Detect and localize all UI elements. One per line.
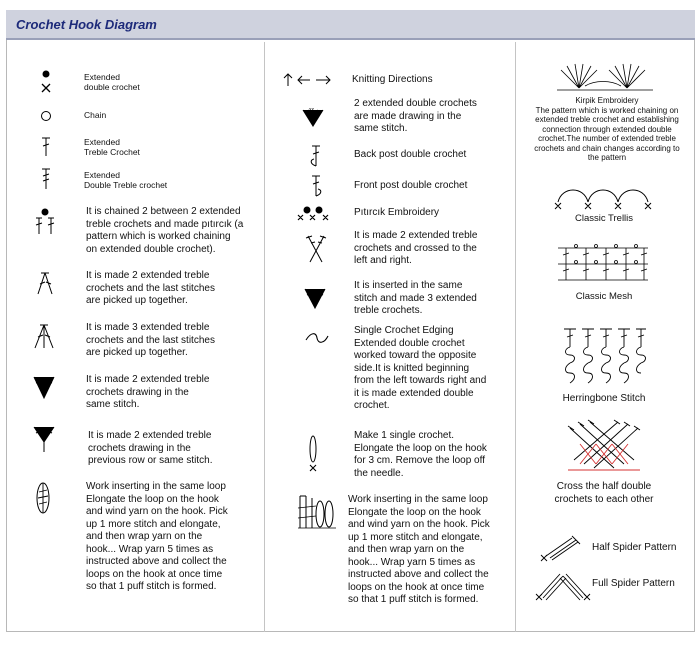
elongated-single-crochet-icon [306,434,320,472]
pitircik-embroidery-icon [296,205,330,223]
legend-text: Front post double crochet [354,180,468,191]
classic-trellis-icon [548,180,658,210]
herringbone-stitch-label: Herringbone Stitch [562,393,646,404]
three-treble-same-stitch-icon [302,286,328,310]
puff-stitch-group-icon [296,494,338,532]
two-treble-previous-row-icon [32,424,56,454]
legend-text: Work inserting in the same loop Elongate the loop on the hook and wind yarn on the hook. Pick up 1 more stitch and elongate, and then wrap yarn on the hook... Wrap yarn 5 times as instructed above and collect the loops on the hook at once time so that 1 puff stitch is formed. [86,481,228,592]
legend-text: It is made 3 extended treble crochets and the last stitches are picked up together. [86,322,215,358]
extended-treble-crochet-icon [38,136,54,158]
legend-text: It is chained 2 between 2 extended treble crochets and made pıtırcık (a pattern which is worked chaining on extended double crochet). [86,206,244,255]
legend-text: It is made 2 extended treble crochets drawing in the previous row or same stitch. [88,430,213,466]
kirpik-description: Kirpik Embroidery The pattern which is worked chaining on extended treble crochet and establishing connection through extended double crochet.The number of extended treble crochets and chain changes according to the pattern [534,96,680,162]
legend-text: Work inserting in the same loop Elongate the loop on the hook and wind yarn on the hook. Pick up 1 more stitch and elongate, and then wrap yarn on the hook... Wrap yarn 5 times as instructed above and collect the loops on the hook at once time so that 1 puff stitch is formed. [348,494,490,605]
extended-double-treble-icon [38,167,54,191]
legend-text: Pıtırcık Embroidery [354,207,440,218]
legend-text: Extended double crochet [84,72,140,92]
column-divider [264,42,265,632]
kirpik-embroidery-icon [555,62,655,94]
classic-trellis-label: Classic Trellis [574,213,634,224]
legend-text: It is made 2 extended treble crochets and crossed to the left and right. [354,230,478,266]
two-treble-together-icon [34,270,56,296]
legend-text: Extended Double Treble crochet [84,170,168,190]
half-spider-label: Half Spider Pattern [592,542,677,553]
legend-text: It is made 2 extended treble crochets drawing in the same stitch. [86,374,210,410]
legend-text: Chain [84,110,107,120]
two-double-same-stitch-icon [300,106,326,128]
puff-stitch-icon [34,480,52,516]
header-bar [6,10,695,40]
legend-text: Knitting Directions [352,74,433,85]
front-post-double-crochet-icon [308,174,324,198]
legend-text: Single Crochet Edging Extended double crochet worked toward the opposite side.It is knitted beginning from the left towards right and it is made extended double crochet. [354,325,487,411]
single-crochet-edging-icon [304,330,330,346]
three-treble-together-icon [32,322,56,350]
extended-double-crochet-icon [36,68,56,96]
cross-half-double-label: Cross the half double crochets to each other [554,481,654,505]
half-spider-pattern-icon [538,532,586,564]
pitircik-cluster-icon [32,206,58,236]
legend-text: Back post double crochet [354,149,467,160]
legend-text: Make 1 single crochet. Elongate the loop on the hook for 3 cm. Remove the loop off the needle. [354,430,487,479]
chain-icon [38,108,54,124]
svg-text:xx: xx [309,107,314,113]
two-treble-same-stitch-icon [32,374,56,400]
full-spider-pattern-icon [534,566,592,604]
legend-text: It is inserted in the same stitch and made 3 extended treble crochets. [354,280,477,316]
cross-half-double-crochet-icon [566,418,642,478]
back-post-double-crochet-icon [308,144,324,168]
legend-text: It is made 2 extended treble crochets and the last stitches are picked up together. [86,270,215,306]
herringbone-stitch-icon [560,325,646,387]
column-divider [515,42,516,632]
legend-text: 2 extended double crochets are made drawing in the same stitch. [354,98,477,134]
knitting-directions-arrows-icon [282,72,334,88]
classic-mesh-label: Classic Mesh [575,291,633,302]
page-title: Crochet Hook Diagram [16,17,157,32]
legend-text: Extended Treble Crochet [84,137,140,157]
crossed-treble-icon [304,234,328,264]
full-spider-label: Full Spider Pattern [592,578,675,589]
classic-mesh-icon [556,242,650,286]
